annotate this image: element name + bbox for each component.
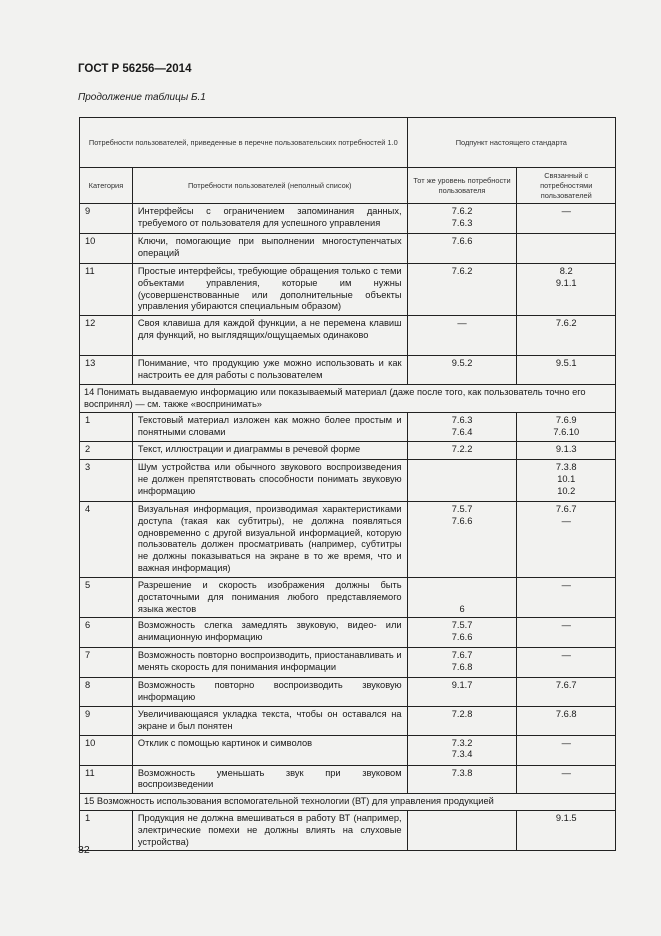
row-same-level: 7.6.3 7.6.4 [407,413,517,442]
row-related: — [517,577,616,617]
row-category: 9 [80,706,133,735]
table-row [80,765,616,794]
row-category: 6 [80,618,133,648]
row-need-text: Возможность повторно воспроизводить звуковую информацию [132,678,407,707]
row-related: — [517,735,616,765]
row-need-text: Простые интерфейсы, требующие обращения только с теми объектами управления, которые им нужны (усовершенствованные или дополнительные объекты управления убираются специальным образом) [132,264,407,316]
row-same-level: 6 [407,577,517,617]
row-related: — [517,618,616,648]
row-category: 2 [80,441,133,459]
row-related [517,234,616,264]
row-related: 7.3.8 10.1 10.2 [517,459,616,501]
row-related: 7.6.7 [517,678,616,707]
row-same-level: 7.2.2 [407,441,517,459]
table-row [80,316,616,356]
row-related: — [517,648,616,678]
page-number: 32 [78,844,90,856]
header-subclause-group: Подпункт настоящего стандарта [407,118,615,168]
row-need-text: Возможность слегка замедлять звуковую, видео- или анимационную информацию [132,618,407,648]
row-category: 7 [80,648,133,678]
row-same-level: — [407,316,517,356]
row-need-text: Увеличивающаяся укладка текста, чтобы он оставался на экране и был понятен [132,706,407,735]
table-row [80,356,616,385]
table-row [80,459,616,501]
row-need-text: Шум устройства или обычного звукового воспроизведения не должен препятствовать способности понимать звуковую информацию [132,459,407,501]
row-same-level: 7.3.2 7.3.4 [407,735,517,765]
table-row [80,413,616,442]
row-need-text: Своя клавиша для каждой функции, а не перемена клавиш для функций, но выглядящих/ощущаемых одинаково [132,316,407,356]
row-same-level [407,459,517,501]
row-need-text: Возможность повторно воспроизводить, приостанавливать и менять скорость для понимания информации [132,648,407,678]
row-same-level: 7.6.6 [407,234,517,264]
table-row [80,618,616,648]
row-category: 10 [80,735,133,765]
section-row [80,384,616,413]
table-row [80,735,616,765]
row-related: 7.6.7 — [517,501,616,577]
section-row [80,794,616,811]
document-title: ГОСТ Р 56256—2014 [78,63,192,75]
table-row [80,648,616,678]
header-related: Связанный с потребностями пользователей [517,168,616,204]
table-continuation-caption: Продолжение таблицы Б.1 [78,92,206,103]
row-category: 12 [80,316,133,356]
row-need-text: Отклик с помощью картинок и символов [132,735,407,765]
row-category: 9 [80,204,133,234]
row-category: 3 [80,459,133,501]
row-need-text: Ключи, помогающие при выполнении многоступенчатых операций [132,234,407,264]
header-needs-group: Потребности пользователей, приведенные в перечне пользовательских потребностей 1.0 [80,118,408,168]
table-row [80,706,616,735]
row-need-text: Интерфейсы с ограничением запоминания данных, требуемого от пользователя для успешного управления [132,204,407,234]
table-row [80,577,616,617]
header-category: Категория [80,168,133,204]
row-related: 8.2 9.1.1 [517,264,616,316]
row-related: 9.1.5 [517,810,616,850]
section-heading: 14 Понимать выдаваемую информацию или показываемый материал (даже после того, как пользователь точно его воспринял) — см. также «воспринимать» [80,384,616,413]
header-needs: Потребности пользователей (неполный список) [132,168,407,204]
row-need-text: Понимание, что продукцию уже можно использовать и как настроить ее для работы с пользователем [132,356,407,385]
row-category: 5 [80,577,133,617]
table-row [80,264,616,316]
row-related: — [517,204,616,234]
row-related: — [517,765,616,794]
row-related: 7.6.9 7.6.10 [517,413,616,442]
table-row [80,441,616,459]
row-category: 4 [80,501,133,577]
row-same-level: 7.5.7 7.6.6 [407,618,517,648]
row-category: 11 [80,765,133,794]
row-same-level: 9.1.7 [407,678,517,707]
table-row [80,234,616,264]
row-same-level: 7.5.7 7.6.6 [407,501,517,577]
table-row [80,501,616,577]
row-related: 9.1.3 [517,441,616,459]
row-category: 11 [80,264,133,316]
row-need-text: Визуальная информация, производимая характеристиками доступа (такая как субтитры), не должна появляться одновременно с другой визуальной информацией, которую пользователь должен просматривать (например, субтитры не должны показываться на экране в то же время, что и важная информация) [132,501,407,577]
table-row [80,810,616,850]
header-same-level: Тот же уровень потребности пользователя [407,168,517,204]
row-same-level: 7.6.7 7.6.8 [407,648,517,678]
row-category: 8 [80,678,133,707]
table-row [80,204,616,234]
row-same-level: 7.6.2 [407,264,517,316]
row-related: 9.5.1 [517,356,616,385]
row-related: 7.6.8 [517,706,616,735]
row-same-level: 7.6.2 7.6.3 [407,204,517,234]
row-same-level: 9.5.2 [407,356,517,385]
row-related: 7.6.2 [517,316,616,356]
section-heading: 15 Возможность использования вспомогательной технологии (ВТ) для управления продукцией [80,794,616,811]
row-category: 1 [80,413,133,442]
row-category: 13 [80,356,133,385]
row-category: 10 [80,234,133,264]
table-row [80,678,616,707]
row-category: 1 [80,810,133,850]
requirements-table [79,117,616,851]
row-need-text: Текст, иллюстрации и диаграммы в речевой форме [132,441,407,459]
row-same-level: 7.3.8 [407,765,517,794]
row-need-text: Продукция не должна вмешиваться в работу ВТ (например, электрические помехи не должны влиять на слуховые устройства) [132,810,407,850]
row-need-text: Разрешение и скорость изображения должны быть достаточными для понимания любого представляемого языка жестов [132,577,407,617]
row-same-level: 7.2.8 [407,706,517,735]
row-need-text: Текстовый материал изложен как можно более простым и понятными словами [132,413,407,442]
row-same-level [407,810,517,850]
row-need-text: Возможность уменьшать звук при звуковом воспроизведении [132,765,407,794]
